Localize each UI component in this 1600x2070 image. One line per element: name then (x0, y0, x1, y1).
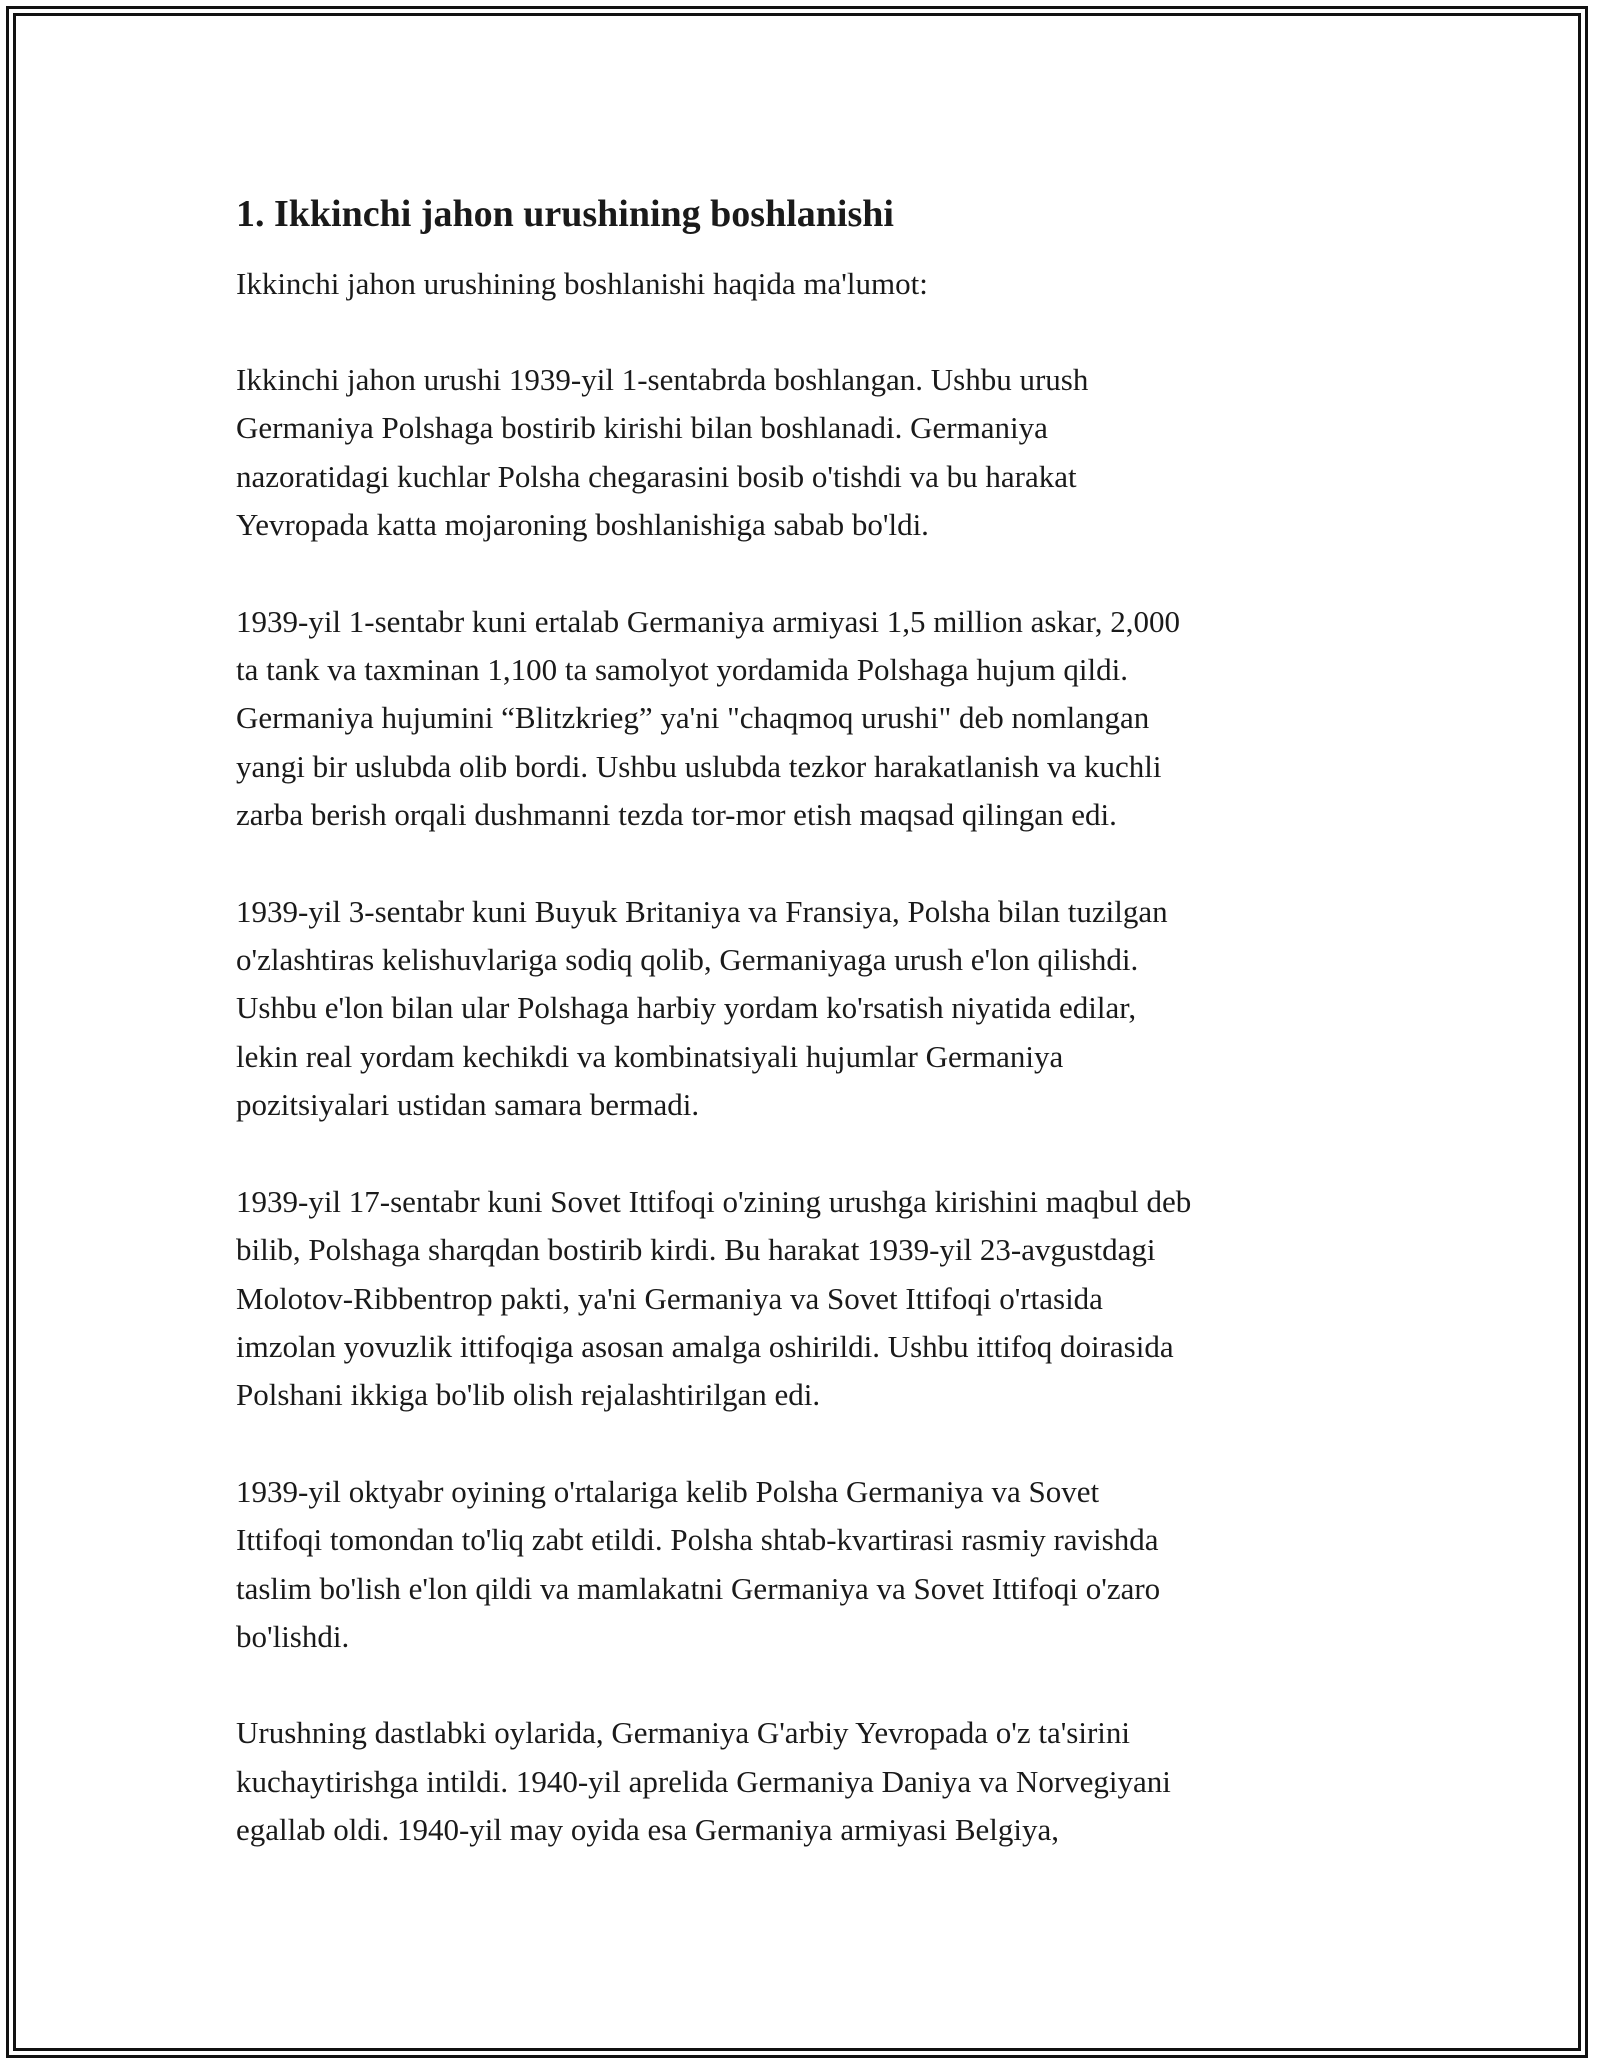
paragraph-line: taslim bo'lish e'lon qildi va mamlakatni Germaniya va Sovet Ittifoqi o'zaro (236, 1570, 1161, 1606)
paragraph-2 (236, 598, 1386, 840)
paragraph-line: lekin real yordam kechikdi va kombinatsiyali hujumlar Germaniya (236, 1038, 1064, 1074)
intro-text: Ikkinchi jahon urushining boshlanishi haqida ma'lumot: (236, 266, 928, 301)
paragraph-line: 1939-yil 1-sentabr kuni ertalab Germaniya armiyasi 1,5 million askar, 2,000 (236, 603, 1181, 639)
paragraph-line: zarba berish orqali dushmanni tezda tor-mor etish maqsad qilingan edi. (236, 797, 1117, 833)
paragraph-line: Yevropada katta mojaroning boshlanishiga sabab bo'ldi. (236, 507, 929, 543)
paragraph-line: Molotov-Ribbentrop pakti, ya'ni Germaniya va Sovet Ittifoqi o'rtasida (236, 1280, 1103, 1316)
paragraph-line: yangi bir uslubda olib bordi. Ushbu uslubda tezkor harakatlanish va kuchli (236, 748, 1162, 784)
paragraph-line: Germaniya hujumini “Blitzkrieg” ya'ni "chaqmoq urushi" deb nomlangan (236, 700, 1150, 736)
paragraph-line: 1939-yil 3-sentabr kuni Buyuk Britaniya va Fransiya, Polsha bilan tuzilgan (236, 893, 1168, 929)
paragraph-6 (236, 1709, 1386, 1854)
paragraph-line: ta tank va taxminan 1,100 ta samolyot yordamida Polshaga hujum qildi. (236, 652, 1128, 688)
section-heading: 1. Ikkinchi jahon urushining boshlanishi (236, 193, 894, 235)
paragraph-line: 1939-yil 17-sentabr kuni Sovet Ittifoqi o'zining urushga kirishini maqbul deb (236, 1183, 1192, 1219)
paragraph-line: Urushning dastlabki oylarida, Germaniya G'arbiy Yevropada o'z ta'sirini (236, 1715, 1131, 1751)
paragraph-line: bilib, Polshaga sharqdan bostirib kirdi. Bu harakat 1939-yil 23-avgustdagi (236, 1232, 1156, 1268)
paragraph-line: bo'lishdi. (236, 1618, 350, 1654)
paragraph-line: Ittifoqi tomondan to'liq zabt etildi. Polsha shtab-kvartirasi rasmiy ravishda (236, 1522, 1159, 1558)
paragraph-3 (236, 888, 1386, 1130)
paragraph-line: kuchaytirishga intildi. 1940-yil aprelida Germaniya Daniya va Norvegiyani (236, 1763, 1171, 1799)
paragraph-line: pozitsiyalari ustidan samara bermadi. (236, 1087, 700, 1123)
paragraph-4 (236, 1178, 1386, 1420)
paragraph-line: o'zlashtiras kelishuvlariga sodiq qolib, Germaniyaga urush e'lon qilishdi. (236, 942, 1139, 978)
paragraph-5 (236, 1468, 1386, 1662)
paragraph-1 (236, 356, 1386, 550)
paragraph-line: Ushbu e'lon bilan ular Polshaga harbiy yordam ko'rsatish niyatida edilar, (236, 990, 1137, 1026)
paragraph-line: egallab oldi. 1940-yil may oyida esa Germaniya armiyasi Belgiya, (236, 1812, 1059, 1848)
paragraph-line: Ikkinchi jahon urushi 1939-yil 1-sentabrda boshlangan. Ushbu urush (236, 362, 1089, 397)
paragraph-line: Polshani ikkiga bo'lib olish rejalashtirilgan edi. (236, 1377, 821, 1413)
paragraph-line: nazoratidagi kuchlar Polsha chegarasini bosib o'tishdi va bu harakat (236, 458, 1077, 494)
document-body (236, 186, 1386, 1855)
paragraph-line: 1939-yil oktyabr oyining o'rtalariga kelib Polsha Germaniya va Sovet (236, 1473, 1100, 1509)
paragraph-line: Germaniya Polshaga bostirib kirishi bilan boshlanadi. Germaniya (236, 410, 1048, 446)
paragraph-line: imzolan yovuzlik ittifoqiga asosan amalga oshirildi. Ushbu ittifoq doirasida (236, 1328, 1174, 1364)
